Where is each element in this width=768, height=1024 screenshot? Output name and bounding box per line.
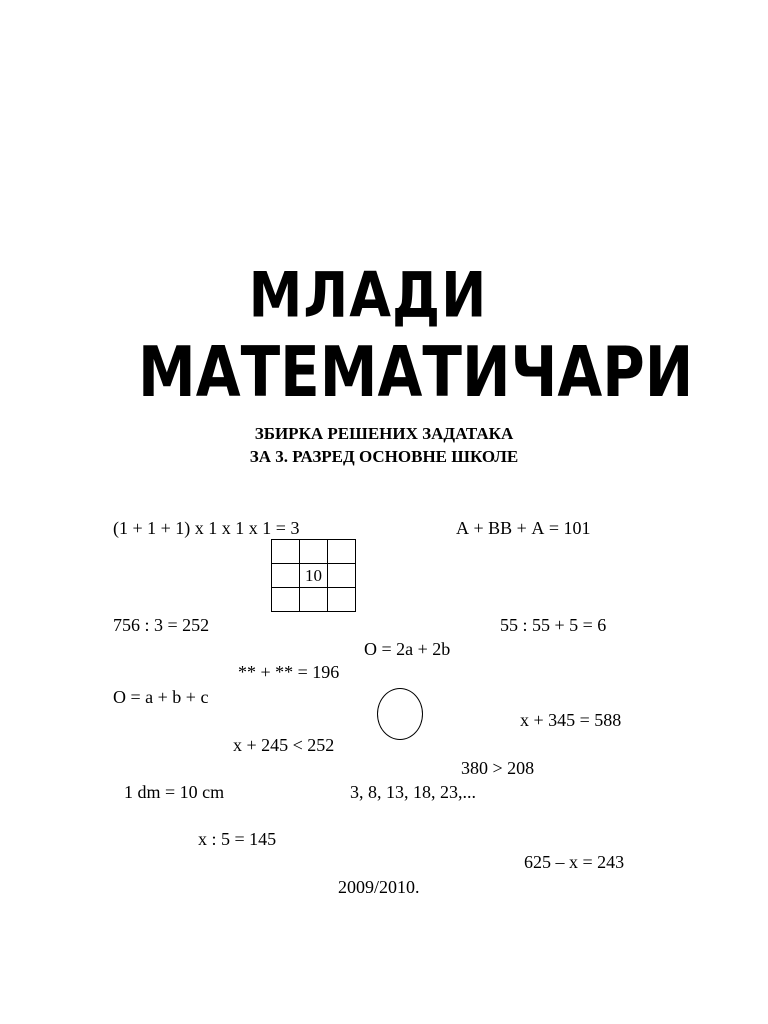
- expression-sequence: 3, 8, 13, 18, 23,...: [350, 782, 476, 802]
- expression-comparison: 380 > 208: [461, 758, 535, 778]
- grid-cell: [272, 588, 300, 612]
- subtitle-line-1: ЗБИРКА РЕШЕНИХ ЗАДАТАКА: [254, 424, 514, 443]
- school-year: 2009/2010.: [338, 877, 420, 897]
- expression-x-plus-345: x + 345 = 588: [520, 710, 622, 730]
- grid-cell: [328, 564, 356, 588]
- expression-625-minus-x: 625 – x = 243: [524, 852, 625, 872]
- grid-cell: [300, 540, 328, 564]
- expression-division: 756 : 3 = 252: [113, 615, 210, 635]
- title-line-2: [138, 331, 694, 422]
- expression-perimeter-rect: О = 2а + 2b: [364, 639, 451, 659]
- title-mladi: МЛАДИ: [248, 259, 488, 332]
- circle-shape: [377, 688, 423, 740]
- expression-stars: ** + ** = 196: [238, 662, 340, 682]
- grid-cell-center: 10: [300, 564, 328, 588]
- number-grid: [271, 539, 356, 612]
- expression-inequality: x + 245 < 252: [233, 735, 335, 755]
- title-matematichari: МАТЕМАТИЧАРИ: [138, 331, 694, 413]
- grid-cell: [272, 564, 300, 588]
- subtitle-line-2: ЗА 3. РАЗРЕД ОСНОВНЕ ШКОЛЕ: [249, 447, 519, 466]
- grid-cell: [328, 588, 356, 612]
- expression-units: 1 dm = 10 cm: [124, 782, 225, 802]
- expression-ones-product: (1 + 1 + 1) x 1 x 1 x 1 = 3: [113, 518, 300, 538]
- grid-cell: [300, 588, 328, 612]
- expression-perimeter-triangle: О = а + b + c: [113, 687, 209, 707]
- expression-x-div-5: x : 5 = 145: [198, 829, 277, 849]
- grid-cell: [272, 540, 300, 564]
- expression-55: 55 : 55 + 5 = 6: [500, 615, 607, 635]
- grid-cell: [328, 540, 356, 564]
- title-line-1: [244, 259, 492, 332]
- expression-abba: А + ВВ + А = 101: [456, 518, 591, 538]
